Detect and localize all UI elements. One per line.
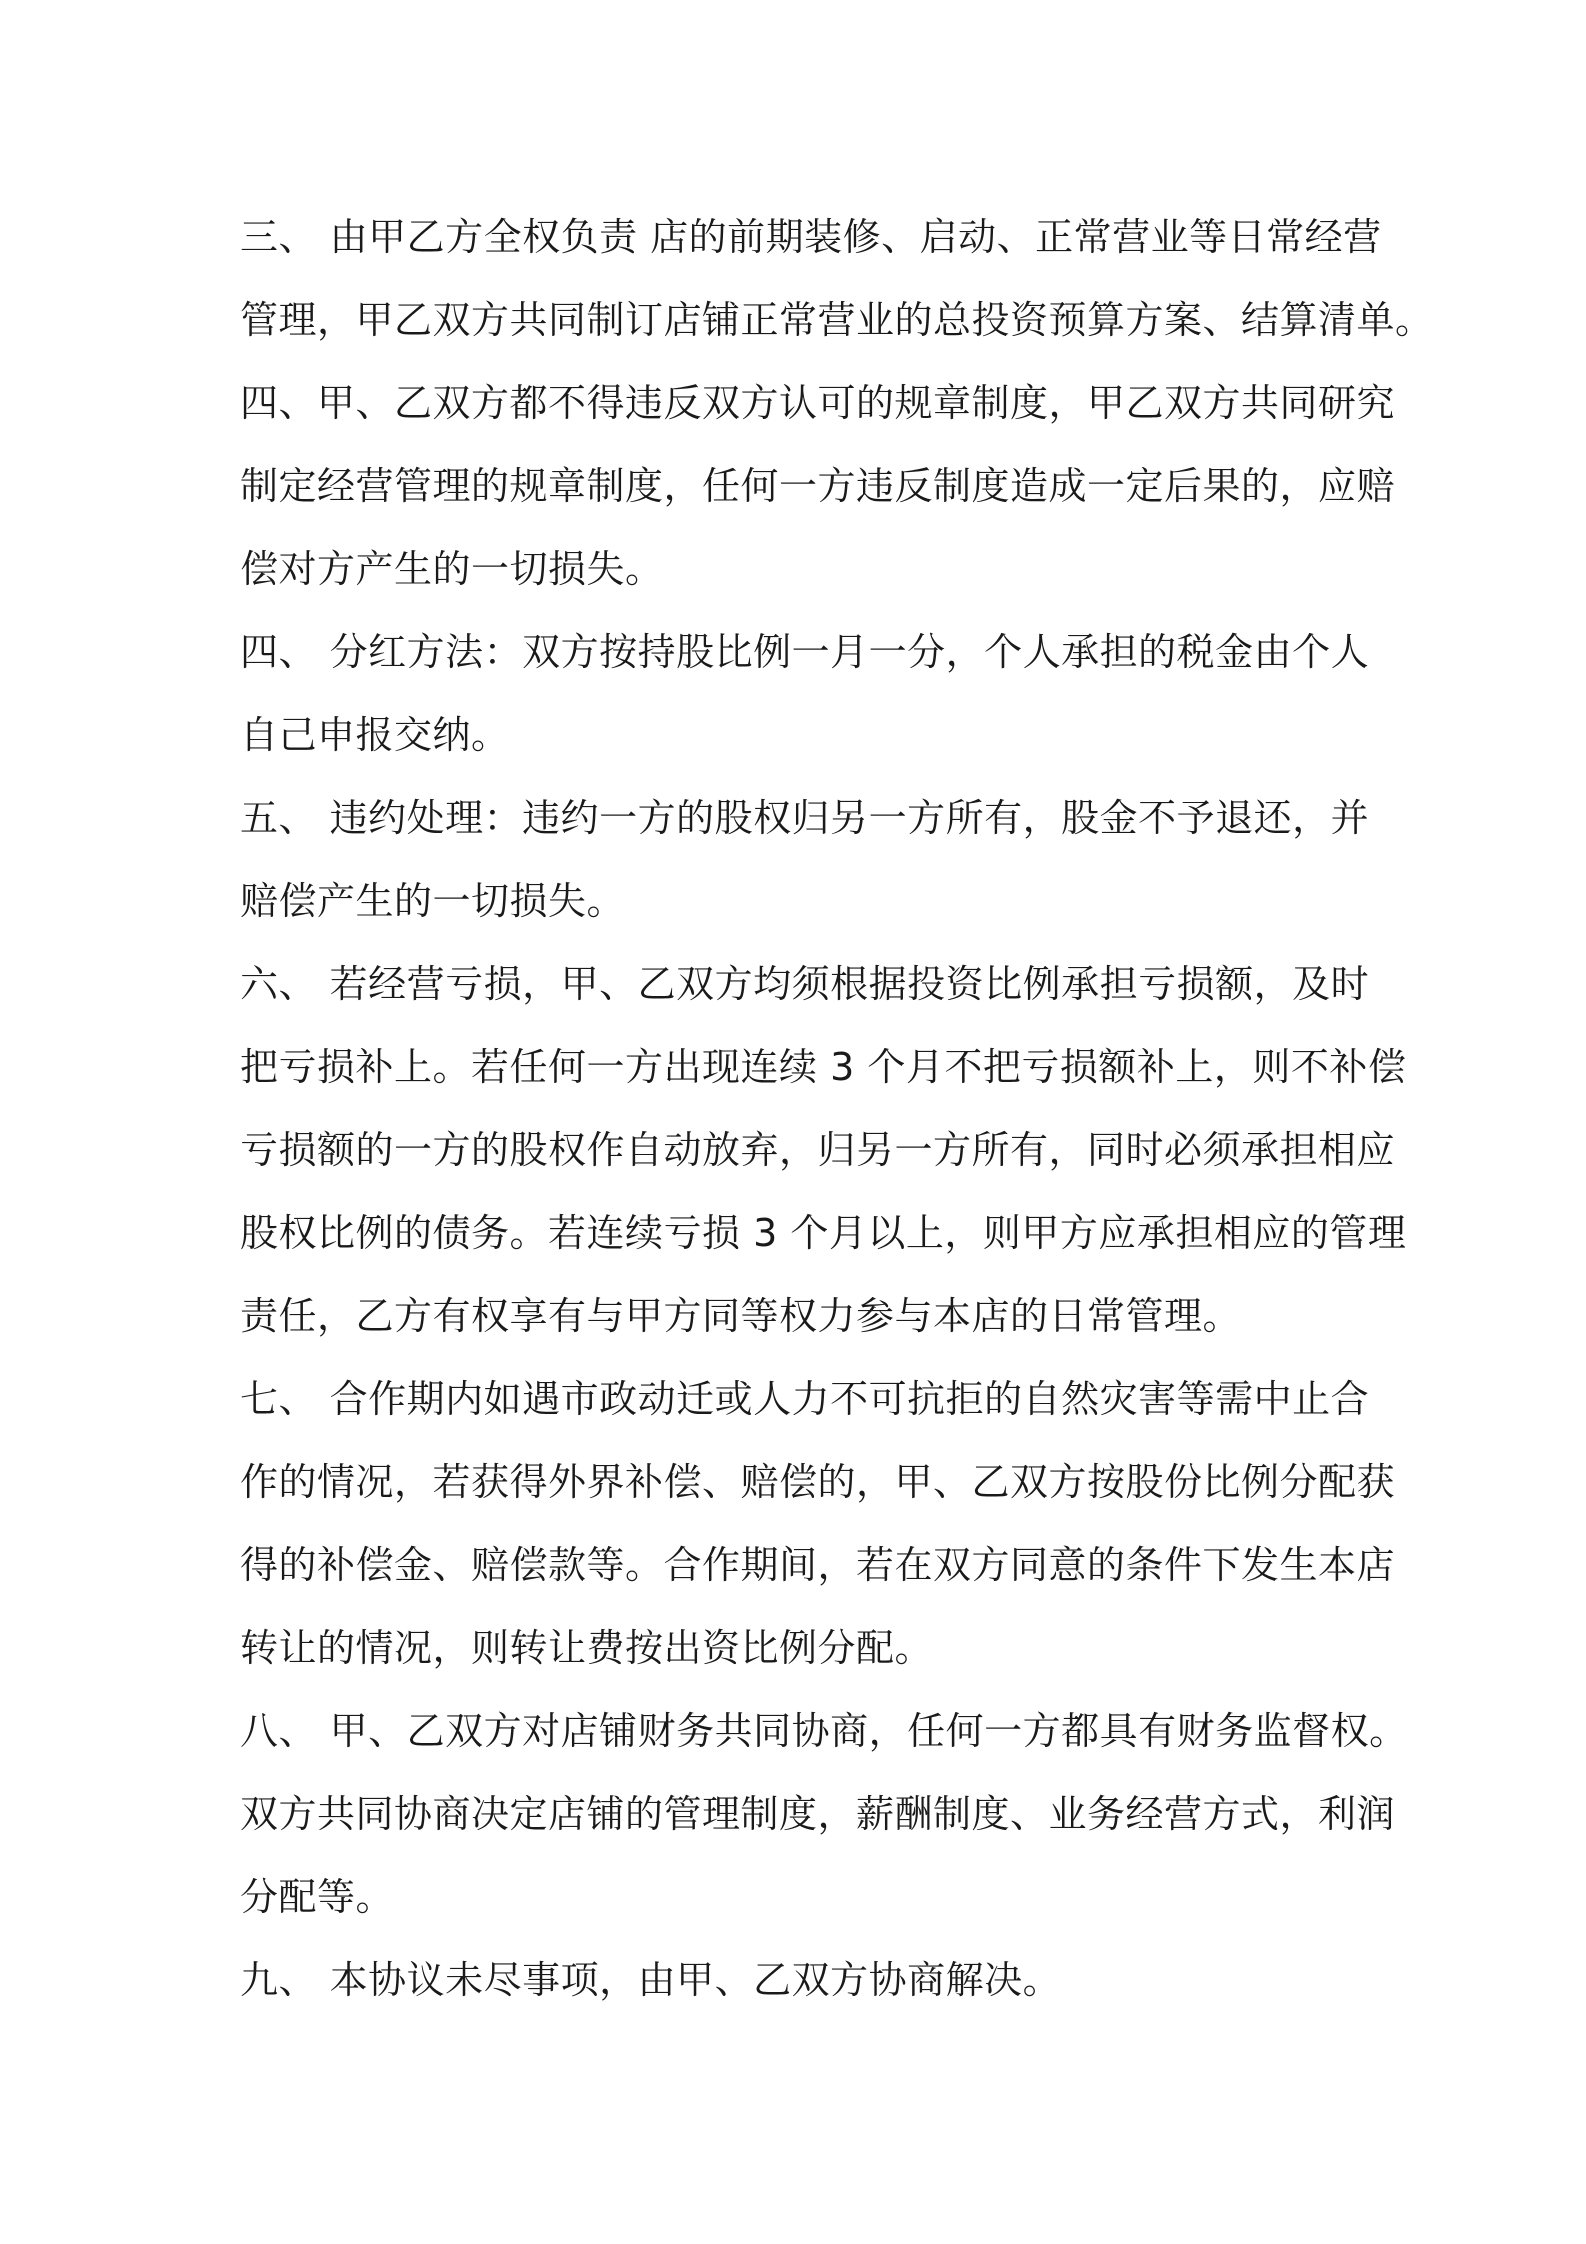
text-line: 八、 甲、乙双方对店铺财务共同协商，任何一方都具有财务监督权。: [240, 1709, 1408, 1753]
text-line: 四、 分红方法：双方按持股比例一月一分，个人承担的税金由个人: [240, 630, 1370, 674]
text-line: 亏损额的一方的股权作自动放弃，归另一方所有，同时必须承担相应: [240, 1128, 1396, 1172]
text-line: 六、 若经营亏损，甲、乙双方均须根据投资比例承担亏损额，及时: [240, 962, 1370, 1006]
text-line: 五、 违约处理：违约一方的股权归另一方所有，股金不予退还，并: [240, 796, 1370, 840]
text-line: 得的补偿金、赔偿款等。合作期间，若在双方同意的条件下发生本店: [240, 1543, 1396, 1587]
text-line: 转让的情况，则转让费按出资比例分配。: [240, 1626, 934, 1670]
text-line: 制定经营管理的规章制度，任何一方违反制度造成一定后果的，应赔: [240, 464, 1396, 508]
text-line: 四、甲、乙双方都不得违反双方认可的规章制度，甲乙双方共同研究: [240, 381, 1396, 425]
text-line: 股权比例的债务。若连续亏损 3 个月以上，则甲方应承担相应的管理: [240, 1211, 1407, 1255]
text-line: 分配等。: [240, 1875, 395, 1919]
text-line: 三、 由甲乙方全权负责 店的前期装修、启动、正常营业等日常经营: [240, 215, 1382, 259]
text-line: 作的情况，若获得外界补偿、赔偿的，甲、乙双方按股份比例分配获: [240, 1460, 1396, 1504]
document-body: [240, 196, 1434, 2022]
text-line: 偿对方产生的一切损失。: [240, 547, 664, 591]
text-line: 九、 本协议未尽事项，由甲、乙双方协商解决。: [240, 1958, 1062, 2002]
text-line: 七、 合作期内如遇市政动迁或人力不可抗拒的自然灾害等需中止合: [240, 1377, 1370, 1421]
text-line: 赔偿产生的一切损失。: [240, 879, 626, 923]
text-line: 把亏损补上。若任何一方出现连续 3 个月不把亏损额补上，则不补偿: [240, 1045, 1407, 1089]
text-line: 责任，乙方有权享有与甲方同等权力参与本店的日常管理。: [240, 1294, 1242, 1338]
text-line: 管理，甲乙双方共同制订店铺正常营业的总投资预算方案、结算清单。: [240, 298, 1434, 342]
text-line: 双方共同协商决定店铺的管理制度，薪酬制度、业务经营方式，利润: [240, 1792, 1396, 1836]
text-line: 自己申报交纳。: [240, 713, 510, 757]
